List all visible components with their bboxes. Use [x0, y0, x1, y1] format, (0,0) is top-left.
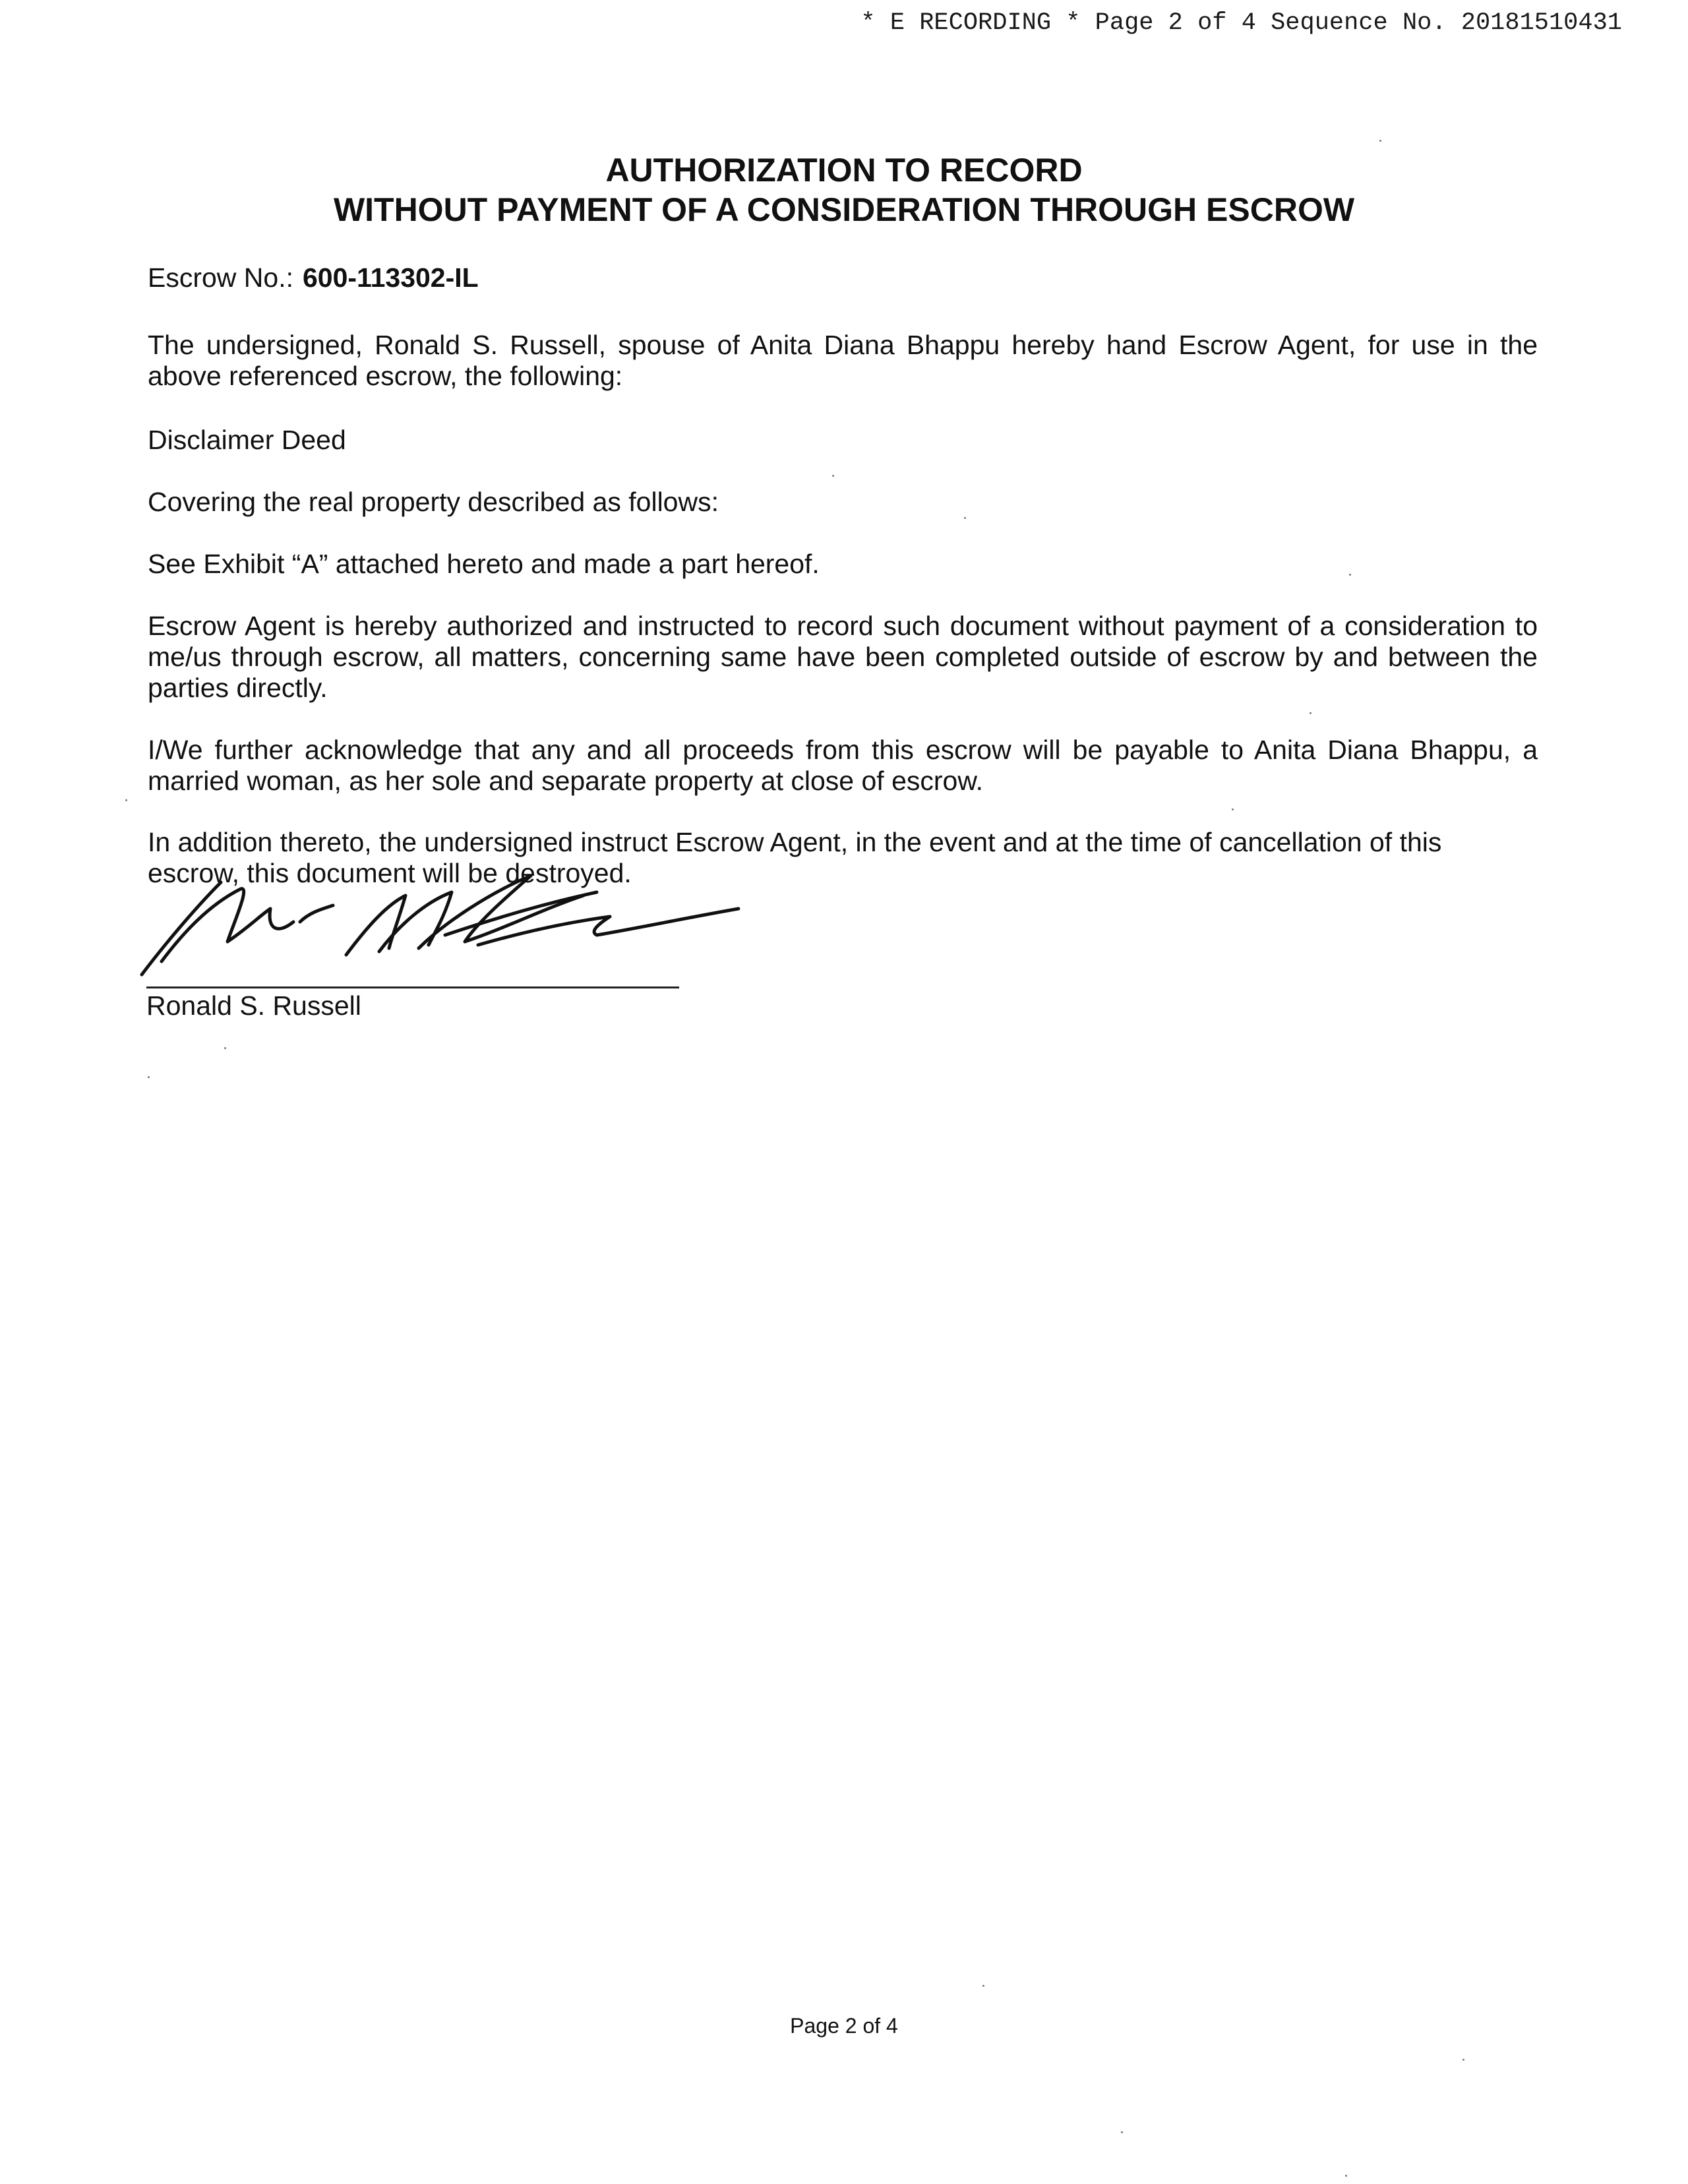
document-type-paragraph: Disclaimer Deed [148, 425, 346, 455]
handwritten-signature [135, 869, 742, 985]
page-number-footer: Page 2 of 4 [790, 2014, 898, 2038]
scan-speck [1232, 808, 1234, 810]
proceeds-paragraph: I/We further acknowledge that any and all proceeds from this escrow will be payable to Anita Diana Bhappu, a married woman, as her sole and separate property at close of escrow. [148, 735, 1538, 796]
escrow-number-line [148, 262, 1538, 293]
scan-speck [1462, 2059, 1464, 2061]
scan-speck [964, 517, 966, 519]
covering-paragraph: Covering the real property described as follows: [148, 487, 719, 517]
scan-speck [1121, 2131, 1123, 2133]
scan-speck [224, 1047, 226, 1049]
scan-speck [148, 1076, 150, 1078]
scan-speck [1349, 574, 1351, 576]
scan-speck [125, 799, 127, 801]
scan-speck [1379, 140, 1381, 142]
scan-speck [832, 475, 834, 477]
undersigned-paragraph: The undersigned, Ronald S. Russell, spouse of Anita Diana Bhappu hereby hand Escrow Agent, for use in the above referenced escrow, the following: [148, 330, 1538, 391]
cancellation-paragraph: In addition thereto, the undersigned instruct Escrow Agent, in the event and at the time of cancellation of this escrow, this document will be destroyed. [148, 827, 1442, 888]
scan-speck [1310, 712, 1311, 714]
authorization-paragraph: Escrow Agent is hereby authorized and instructed to record such document without payment of a consideration to me/us through escrow, all matters, concerning same have been completed outside of escrow by and between the parties directly. [148, 611, 1538, 703]
scan-speck [1345, 2175, 1347, 2177]
title-line-1: AUTHORIZATION TO RECORD [605, 152, 1083, 189]
signer-name: Ronald S. Russell [146, 990, 361, 1021]
exhibit-paragraph: See Exhibit “A” attached hereto and made a part hereof. [148, 549, 820, 579]
signature-line [146, 986, 679, 988]
title-line-2: WITHOUT PAYMENT OF A CONSIDERATION THROUGH ESCROW [333, 191, 1355, 228]
scan-speck [982, 1985, 984, 1987]
escrow-number-value: 600-113302-IL [303, 262, 479, 293]
document-title [0, 150, 1688, 229]
recording-header: * E RECORDING * Page 2 of 4 Sequence No. 20181510431 [860, 9, 1622, 37]
escrow-number-label: Escrow No.: [148, 262, 293, 293]
